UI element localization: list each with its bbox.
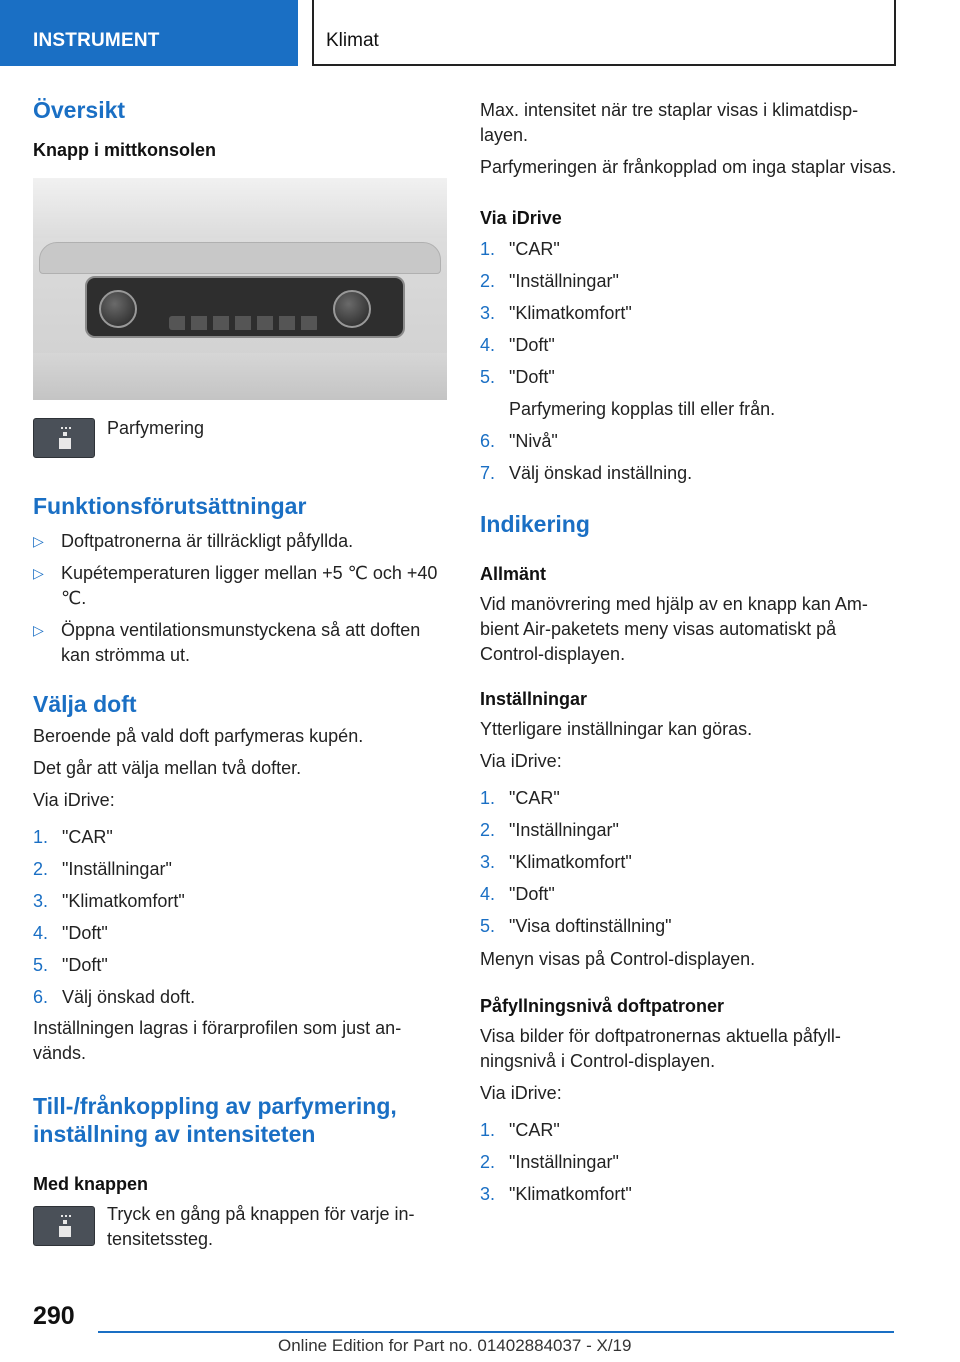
perfume-button-icon <box>33 418 95 458</box>
section-title: INSTRUMENT <box>33 30 160 51</box>
list-item: 6. "Nivå" <box>480 431 558 451</box>
select-via: Via iDrive: <box>33 790 115 810</box>
list-item: 4. "Doft" <box>33 923 108 943</box>
list-item: 3. "Klimatkomfort" <box>33 891 185 911</box>
list-item: ▷ Öppna ventilationsmunstyckena så att doften kan strömma ut. <box>33 620 421 665</box>
page-header <box>0 0 960 66</box>
idrive-steps <box>480 237 900 486</box>
settings-note: Menyn visas på Control-displayen. <box>480 949 756 969</box>
perfume-button-icon <box>33 1206 95 1246</box>
select-steps <box>33 825 447 1010</box>
center-console-photo <box>33 178 447 400</box>
list-item: 1. "CAR" <box>480 239 560 259</box>
list-item: 2. "Inställningar" <box>480 271 619 291</box>
toggle-subheading: Med knappen <box>33 1174 149 1194</box>
edition-note: Online Edition for Part no. 01402884037 - X/19 <box>278 1336 632 1355</box>
fill-via: Via iDrive: <box>480 1083 562 1103</box>
left-column <box>33 96 447 1256</box>
list-item: 5. "Doft" Parfymering kopplas till eller från. <box>480 367 776 419</box>
page-number: 290 <box>33 1302 75 1330</box>
perfume-icon-label: Parfymering <box>107 418 205 438</box>
list-item: 1. "CAR" <box>480 1120 560 1140</box>
list-item: ▷ Doftpatronerna är tillräckligt påfyllda. <box>33 531 354 551</box>
prereq-list <box>33 529 447 668</box>
list-item: 6. Välj önskad doft. <box>33 987 196 1007</box>
indication-heading: Indikering <box>480 511 590 537</box>
list-item: 7. Välj önskad inställning. <box>480 463 693 483</box>
overview-heading: Översikt <box>33 97 126 123</box>
general-heading: Allmänt <box>480 564 547 584</box>
section-tab <box>0 0 298 66</box>
select-text-2: Det går att välja mellan två dofter. <box>33 758 302 778</box>
perfume-icon-row <box>33 416 447 478</box>
intensity-text: Max. intensitet när tre staplar visas i klimatdisplayen. <box>480 100 859 145</box>
list-item: 1. "CAR" <box>480 788 560 808</box>
settings-text: Ytterligare inställningar kan göras. <box>480 719 753 739</box>
select-text-1: Beroende på vald doft parfymeras kupén. <box>33 726 364 746</box>
fill-level-heading: Påfyllningsnivå doftpatroner <box>480 996 725 1016</box>
list-item: 3. "Klimatkomfort" <box>480 1184 632 1204</box>
toggle-text: Tryck en gång på knappen för varje intensitetssteg. <box>107 1204 415 1249</box>
overview-subheading: Knapp i mittkonsolen <box>33 140 217 160</box>
list-item: 3. "Klimatkomfort" <box>480 852 632 872</box>
chapter-title: Klimat <box>326 30 379 51</box>
list-item: 5. "Visa doftinställning" <box>480 916 672 936</box>
off-text: Parfymeringen är frånkopplad om inga staplar visas. <box>480 157 897 177</box>
list-item: 3. "Klimatkomfort" <box>480 303 632 323</box>
list-item: ▷ Kupétemperaturen ligger mellan +5 ℃ och +40 ℃. <box>33 563 438 608</box>
right-column <box>480 98 900 1207</box>
settings-steps <box>480 786 900 939</box>
fill-level-text: Visa bilder för doftpatronernas aktuella påfyllningsnivå i Control-displayen. <box>480 1026 841 1071</box>
list-item: 2. "Inställningar" <box>480 1152 619 1172</box>
select-note: Inställningen lagras i förarprofilen som just används. <box>33 1018 402 1063</box>
idrive-heading: Via iDrive <box>480 208 562 228</box>
list-item: 1. "CAR" <box>33 827 113 847</box>
list-item: 2. "Inställningar" <box>480 820 619 840</box>
list-item: 5. "Doft" <box>33 955 108 975</box>
fill-steps <box>480 1118 900 1207</box>
general-text: Vid manövrering med hjälp av en knapp kan Ambient Air-paketets meny visas automatiskt på Control-displayen. <box>480 594 868 664</box>
settings-via: Via iDrive: <box>480 751 562 771</box>
footer-divider <box>98 1331 894 1333</box>
perfume-button-row <box>33 1202 447 1256</box>
prereq-heading: Funktionsförutsättningar <box>33 493 307 519</box>
chapter-tab <box>312 0 896 66</box>
select-scent-heading: Välja doft <box>33 691 137 717</box>
list-item: 4. "Doft" <box>480 335 555 355</box>
settings-heading: Inställningar <box>480 689 588 709</box>
list-item: 2. "Inställningar" <box>33 859 172 879</box>
toggle-heading: Till-/frånkoppling av parfymering, inställning av intensiteten <box>33 1093 397 1147</box>
list-item: 4. "Doft" <box>480 884 555 904</box>
